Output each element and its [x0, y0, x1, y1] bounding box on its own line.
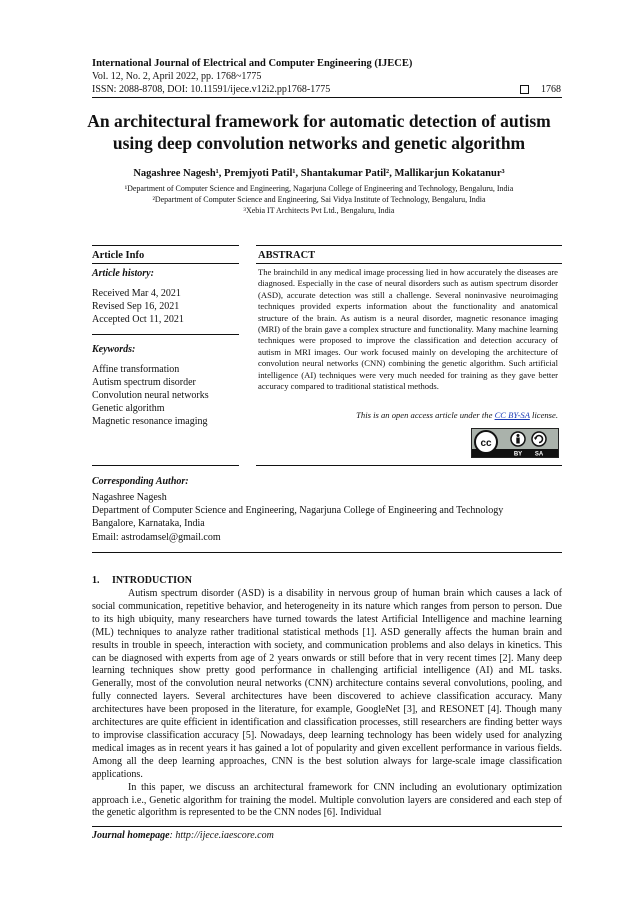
- keyword-item: Affine transformation: [92, 364, 180, 375]
- corresponding-details: [92, 491, 503, 544]
- abstract-heading: ABSTRACT: [258, 250, 316, 261]
- history-heading: Article history:: [92, 268, 154, 279]
- journal-volume: Vol. 12, No. 2, April 2022, pp. 1768~1775: [92, 71, 262, 82]
- keywords-heading: Keywords:: [92, 344, 136, 355]
- affiliation-1: ¹Department of Computer Science and Engineering, Nagarjuna College of Engineering and Technology, Bengaluru, India: [124, 184, 514, 193]
- homepage-url[interactable]: : http://ijece.iaescore.com: [169, 830, 274, 841]
- cc-logo-icon: [475, 431, 497, 453]
- article-info-heading: Article Info: [92, 250, 145, 261]
- affiliation-2: ²Department of Computer Science and Engineering, Sai Vidya Institute of Technology, Bengaluru, India: [152, 195, 486, 204]
- keyword-item: Genetic algorithm: [92, 403, 165, 414]
- journal-issn: ISSN: 2088-8708, DOI: 10.11591/ijece.v12i2.pp1768-1775: [92, 84, 331, 95]
- corresponding-location: Bangalore, Karnataka, India: [92, 518, 205, 530]
- keywords-rule: [92, 334, 239, 335]
- abstract-top-rule: [256, 245, 562, 246]
- corresponding-rule: [92, 552, 562, 553]
- abstract-bottom-rule: [256, 465, 562, 466]
- header-rule: [92, 97, 562, 98]
- journal-name: International Journal of Electrical and Computer Engineering (IJECE): [92, 58, 413, 69]
- article-info-top-rule: [92, 245, 239, 246]
- open-access-note: [258, 410, 558, 420]
- by-person-icon: [511, 432, 525, 446]
- author-list: Nagashree Nagesh¹, Premjyoti Patil¹, Shantakumar Patil², Mallikarjun Kokatanur³: [133, 168, 505, 179]
- paragraph: Autism spectrum disorder (ASD) is a disability in nervous group of human brain which causes a lack of social communication, repetitive behavior, and heterogeneity in its nature which ranges from person to person. Due to its high ubiquity, many researchers have turned towards the latest Artificial Intelligence and machine learning (ML) techniques to analyze rather traditional statistical methods [1]. ASD generally affects the human brain and results in trouble in speech, interaction with society, and communication problems and also delays in kinetics. This can be diagnosed with experts from age of 2 years onwards or still before that in very recent times [2]. Many deep learning techniques show pretty good performance in challenging artificial intelligence (AI) and ML tasks. Generally, most of the convolution neural networks (CNN) architecture contains several convolutions, pooling, and fully connected layers. Several architectures have been discovered to achieve classification accuracy. Many architectures have been proposed in the literature, for example, GoogleNet [3], and RESONET [4]. Though many architectures are quite efficient in identification and classification processes, still researchers are finding better ways to improvise classification accuracy [5]. Nowadays, deep learning technology has been widely used for analyzing medical images as in recent years it has gained a lot of popularity and given excellent performance in various fields. Among all the deep learning approaches, CNN is the best solution always for large-scale image classification applications.: [92, 588, 562, 780]
- by-label: BY: [513, 451, 523, 457]
- affiliation-3: ³Xebia IT Architects Pvt Ltd., Bengaluru, India: [243, 206, 395, 215]
- corresponding-heading: Corresponding Author:: [92, 476, 189, 487]
- abstract-heading-rule: [256, 263, 562, 264]
- corresponding-email: Email: astrodamsel@gmail.com: [92, 531, 221, 543]
- keyword-item: Autism spectrum disorder: [92, 377, 196, 388]
- title-line-1: An architectural framework for automatic detection of autism: [87, 111, 551, 131]
- article-info-heading-rule: [92, 263, 239, 264]
- footer-rule: [92, 826, 562, 827]
- open-access-prefix: This is an open access article under the: [356, 410, 495, 420]
- received-date: Received Mar 4, 2021: [92, 288, 181, 299]
- article-info-bottom-rule: [92, 465, 239, 466]
- keyword-item: Magnetic resonance imaging: [92, 416, 208, 427]
- svg-text:cc: cc: [480, 438, 492, 449]
- corresponding-name: Nagashree Nagesh: [92, 492, 167, 503]
- square-icon: [520, 85, 529, 94]
- introduction-body: [92, 588, 562, 820]
- keyword-item: Convolution neural networks: [92, 390, 209, 401]
- page-number-block: [520, 84, 561, 95]
- paper-title: [60, 110, 578, 154]
- title-line-2: using deep convolution networks and genetic algorithm: [112, 133, 526, 153]
- cc-by-sa-badge[interactable]: [471, 428, 559, 458]
- revised-date: Revised Sep 16, 2021: [92, 301, 180, 312]
- accepted-date: Accepted Oct 11, 2021: [92, 314, 184, 325]
- open-access-suffix: license.: [529, 410, 558, 420]
- sa-label: SA: [534, 451, 544, 457]
- paragraph: In this paper, we discuss an architectural framework for CNN including an evolutionary optimization approach i.e., Genetic algorithm for training the model. Multiple convolution layers are considered and each step of the genetic algorithm is represented to be the CNN nodes [6]. Individual: [92, 781, 562, 819]
- sa-share-alike-icon: [532, 432, 546, 446]
- page-number: 1768: [541, 84, 561, 95]
- corresponding-dept: Department of Computer Science and Engineering, Nagarjuna College of Engineering and Technology: [92, 505, 504, 517]
- homepage-label: Journal homepage: [92, 830, 170, 841]
- abstract-text: The brainchild in any medical image processing lied in how accurately the diseases are diagnosed. Especially in the case of neural disorders such as autism spectrum disorder (ASD), accurate detection was still a challenge. Several noninvasive neuroimaging techniques provided experts information about the functionality and anatomical structure of the brain. As autism is a neural disorder, magnetic resonance imaging (MRI) of the brain gave a complex structure and functionality. Many machine learning techniques were proposed to improve the classification and detection accuracy of autism in MRI images. Our work focused mainly on developing the architecture of convolution neural networks (CNN) combining the genetic algorithm. Such artificial intelligence (AI) techniques were very much needed for training as they gave better accuracy compared to traditional statistical methods.: [258, 267, 558, 392]
- journal-homepage: [92, 830, 274, 841]
- section-heading-introduction: 1. INTRODUCTION: [92, 575, 193, 586]
- license-link[interactable]: CC BY-SA: [494, 410, 530, 420]
